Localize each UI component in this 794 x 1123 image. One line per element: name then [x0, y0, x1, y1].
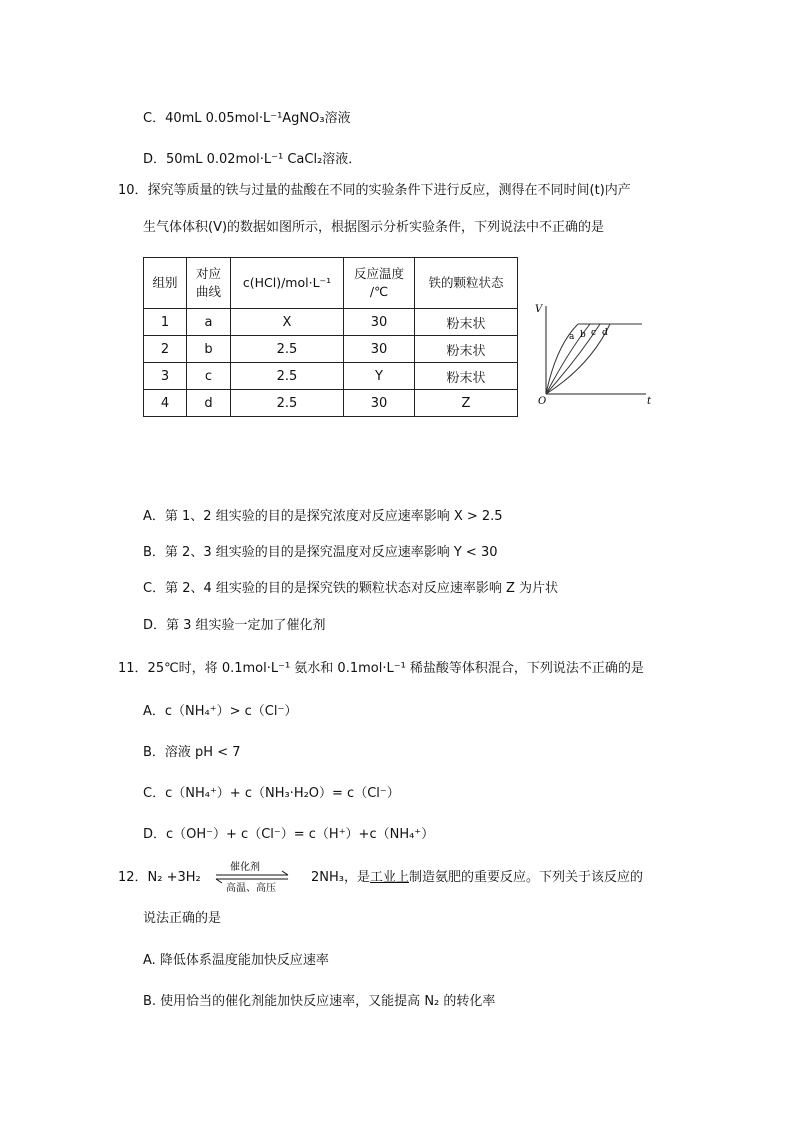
q10-stem-line1: 10．探究等质量的铁与过量的盐酸在不同的实验条件下进行反应，测得在不同时间(t)内产	[118, 183, 631, 198]
y-axis-label: V	[535, 304, 543, 315]
header-curve-line2: 曲线	[195, 284, 221, 299]
volume-time-graph	[530, 296, 660, 408]
cell: Y	[344, 363, 415, 390]
table-header-row	[144, 258, 518, 309]
cell: 2.5	[231, 336, 344, 363]
q12-equation-rest	[311, 869, 643, 887]
cell: 2.5	[231, 390, 344, 417]
header-temp-line1: 反应温度	[353, 266, 404, 281]
q9-option-d: D．50mL 0.02mol·L⁻¹ CaCl₂溶液．	[143, 152, 362, 167]
cell: 2.5	[231, 363, 344, 390]
header-concentration: c(HCl)/mol·L⁻¹	[231, 258, 344, 309]
curve-label-b: b	[580, 330, 586, 340]
q12-product: 2NH₃，是	[311, 870, 370, 885]
cell: c	[187, 363, 231, 390]
cell: 粉末状	[415, 336, 518, 363]
q10-option-c: C．第 2、4 组实验的目的是探究铁的颗粒状态对反应速率影响 Z 为片状	[143, 581, 559, 596]
table-row	[144, 309, 518, 336]
catalyst-label: 催化剂	[230, 862, 260, 873]
cell: 4	[144, 390, 187, 417]
header-particle-state: 铁的颗粒状态	[415, 258, 518, 309]
cell: 2	[144, 336, 187, 363]
experiment-table	[143, 257, 518, 417]
cell: 粉末状	[415, 363, 518, 390]
header-curve-line1: 对应	[195, 266, 221, 281]
cell: 1	[144, 309, 187, 336]
q12-option-b: B. 使用恰当的催化剂能加快反应速率，又能提高 N₂ 的转化率	[143, 994, 496, 1009]
q11-option-b: B．溶液 pH < 7	[143, 745, 241, 760]
header-temperature	[344, 258, 415, 309]
conditions-label: 高温、高压	[226, 883, 276, 894]
forward-arrow-head	[282, 871, 288, 875]
reverse-arrow-head	[216, 879, 222, 883]
cell: 30	[344, 309, 415, 336]
cell: 粉末状	[415, 309, 518, 336]
q10-stem-line2: 生气体体积(V)的数据如图所示，根据图示分析实验条件，下列说法中不正确的是	[143, 220, 605, 235]
cell: 30	[344, 390, 415, 417]
header-temp-line2: /℃	[369, 284, 389, 299]
cell: b	[187, 336, 231, 363]
cell: 3	[144, 363, 187, 390]
reversible-arrow	[208, 858, 298, 896]
cell: 30	[344, 336, 415, 363]
cell: a	[187, 309, 231, 336]
cell: d	[187, 390, 231, 417]
origin-label: O	[538, 396, 547, 407]
header-curve	[187, 258, 231, 309]
header-group: 组别	[144, 258, 187, 309]
q11-option-a: A．c（NH₄⁺）> c（Cl⁻）	[143, 704, 298, 719]
table-row	[144, 363, 518, 390]
q10-option-b: B．第 2、3 组实验的目的是探究温度对反应速率影响 Y < 30	[143, 545, 498, 560]
q11-option-c: C．c（NH₄⁺）+ c（NH₃·H₂O）= c（Cl⁻）	[143, 786, 400, 801]
curve-label-a: a	[569, 332, 575, 342]
q12-underlined: 工业上	[369, 870, 409, 885]
q10-option-a: A．第 1、2 组实验的目的是探究浓度对反应速率影响 X > 2.5	[143, 509, 503, 524]
curve-label-c: c	[591, 328, 597, 338]
q10-option-d: D．第 3 组实验一定加了催化剂	[143, 618, 326, 633]
q12-rest: 制造氨肥的重要反应。下列关于该反应的	[409, 870, 644, 885]
table-row	[144, 390, 518, 417]
q9-option-c: C．40mL 0.05mol·L⁻¹AgNO₃溶液	[143, 111, 351, 126]
x-axis-label: t	[647, 396, 652, 407]
q11-stem: 11．25℃时，将 0.1mol·L⁻¹ 氨水和 0.1mol·L⁻¹ 稀盐酸等体积混合，下列说法不正确的是	[118, 661, 644, 676]
q11-option-d: D．c（OH⁻）+ c（Cl⁻）= c（H⁺）+c（NH₄⁺）	[143, 827, 435, 842]
table-row	[144, 336, 518, 363]
cell: X	[231, 309, 344, 336]
curve-label-d: d	[602, 328, 608, 338]
q12-option-a: A. 降低体系温度能加快反应速率	[143, 953, 329, 968]
q12-prefix: 12．N₂ +3H₂	[118, 870, 201, 885]
q12-stem-line2: 说法正确的是	[143, 911, 222, 926]
cell: Z	[415, 390, 518, 417]
